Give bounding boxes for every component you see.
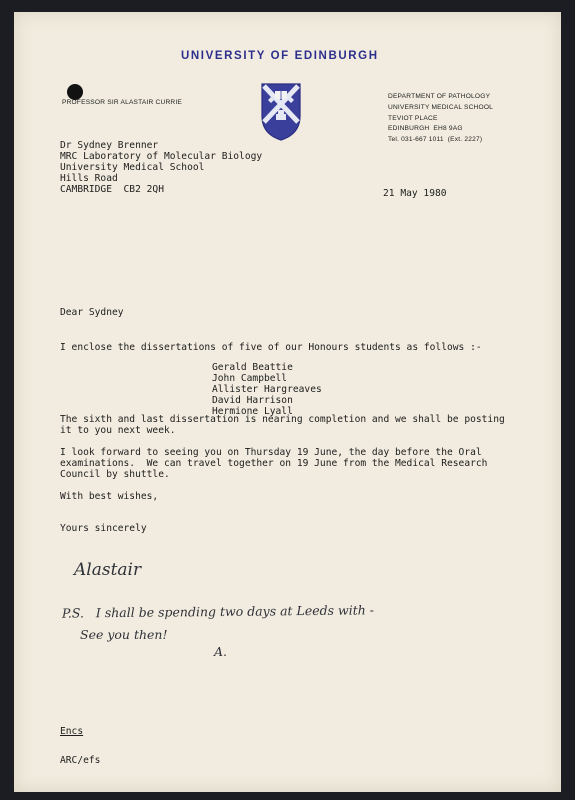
letter-date: 21 May 1980 <box>383 188 447 199</box>
list-item: David Harrison <box>212 395 293 406</box>
paragraph-line: it to you next week. <box>60 425 176 436</box>
dept-line: Tel. 031-667 1011 (Ext. 2227) <box>388 136 483 144</box>
handwritten-signature: Alastair <box>74 560 142 580</box>
closing-wishes: With best wishes, <box>60 491 159 502</box>
list-item: Hermione Lyall <box>212 406 293 417</box>
paragraph-line: I look forward to seeing you on Thursday 19 June, the day before the Oral <box>60 447 482 458</box>
dept-line: UNIVERSITY MEDICAL SCHOOL <box>388 103 494 111</box>
list-item: John Campbell <box>212 373 288 384</box>
dept-line: DEPARTMENT OF PATHOLOGY <box>388 93 491 100</box>
paragraph-sixth-dissertation <box>60 414 505 436</box>
postscript-line: See you then! <box>80 627 168 642</box>
recipient-line: CAMBRIDGE CB2 2QH <box>60 184 164 195</box>
paragraph-line: examinations. We can travel together on 19 June from the Medical Research <box>60 458 488 469</box>
university-title: UNIVERSITY OF EDINBURGH <box>181 50 379 62</box>
university-crest-icon <box>260 82 302 142</box>
closing-sincerely: Yours sincerely <box>60 523 147 534</box>
list-item: Gerald Beattie <box>212 362 293 373</box>
recipient-address <box>60 140 262 195</box>
dept-line: EDINBURGH EH8 9AG <box>388 125 463 133</box>
paragraph-line: The sixth and last dissertation is nearing completion and we shall be posting <box>60 414 505 425</box>
salutation: Dear Sydney <box>60 307 124 318</box>
intro-paragraph: I enclose the dissertations of five of our Honours students as follows :- <box>60 342 482 353</box>
department-address <box>388 92 493 146</box>
recipient-line: MRC Laboratory of Molecular Biology <box>60 151 263 162</box>
reference-code: ARC/efs <box>60 755 101 766</box>
handwritten-postscript <box>62 604 374 659</box>
recipient-line: Hills Road <box>60 173 118 184</box>
list-item: Allister Hargreaves <box>212 384 322 395</box>
recipient-line: Dr Sydney Brenner <box>60 140 159 151</box>
paragraph-line: Council by shuttle. <box>60 469 170 480</box>
postscript-line: P.S. I shall be spending two days at Leeds with - <box>61 602 375 621</box>
paragraph-meeting <box>60 447 487 480</box>
punch-hole <box>67 84 83 100</box>
professor-name: PROFESSOR SIR ALASTAIR CURRIE <box>62 99 182 106</box>
student-list <box>212 362 322 417</box>
dept-line: TEVIOT PLACE <box>388 114 438 122</box>
postscript-line: A. <box>214 644 228 659</box>
letter-page <box>14 12 561 792</box>
recipient-line: University Medical School <box>60 162 205 173</box>
enclosures-note: Encs <box>60 726 84 737</box>
